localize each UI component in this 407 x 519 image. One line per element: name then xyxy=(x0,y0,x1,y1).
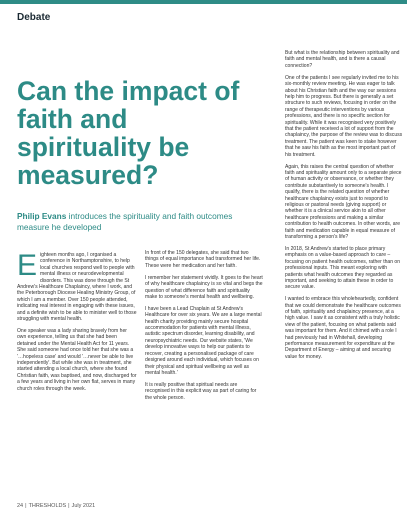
paragraph: I wanted to embrace this wholeheartedly, confident that we could demonstrate the healthcare outcomes of faith, spirituality and chaplaincy presence, at a high value. I saw it as consistent with a truly holistic view of the patient, focusing on what patients said was important for them. And it chimed with a role I had previously had in Whitehall, developing performance measurement for expenditure at the Department of Energy – aiming at and securing value for money. xyxy=(285,296,401,360)
paragraph: I remember her statement vividly. It goes to the heart of why healthcare chaplaincy is so vital and begs the question of what difference faith and spirituality make to someone's mental health and wellbeing. xyxy=(145,274,263,300)
top-accent-bar xyxy=(0,0,407,4)
article-title: Can the impact of faith and spirituality be measured? xyxy=(17,76,240,190)
paragraph: In front of the 150 delegates, she said that two things of equal importance had transformed her life. These were her medication and her faith. xyxy=(145,250,261,269)
paragraph: But what is the relationship between spirituality and faith and mental health, and is there a causal connection? xyxy=(285,50,400,69)
page-number: 24 xyxy=(17,503,24,509)
drop-cap: E xyxy=(17,249,38,282)
paragraph: One speaker was a lady sharing bravely from her own experience, telling us that she had been detained under the Mental Health Act for 11 years. She said someone had once told her that she was a '…hopeless case' and would '…never be able to live independently'. But while she was in treatment, she started attending a local church, where she found Christian faith, was baptised, and now, discharged for a few years and living in her own flat, serves in many church roles through the week. xyxy=(17,327,137,392)
paragraph: In 2018, St Andrew's started to place primary emphasis on a value-based approach to care – focusing on patient health outcomes, rather than on professional inputs. This meant exploring with patients what health outcomes they regarded as important, and seeking to attain these in order to secure value. xyxy=(285,245,401,291)
page-footer: 24 | THRESHOLDS | July 2021 xyxy=(17,503,96,509)
body-column-1 xyxy=(17,249,137,398)
paragraph: One of the patients I see regularly invited me to his six-monthly review meeting. He was eager to talk about his Christian faith and the way our sessions help him to progress. But there is generally a set structure to such reviews, focusing in order on the range of therapeutic interventions by various professions, and there is no specific section for spirituality. While it was recognised very positively that the patient received a lot of support from the chaplaincy, the purpose of the review was to discuss treatment. The patient was keen to stake however that he saw his faith as the most important part of his treatment. xyxy=(285,74,403,158)
standfirst-text: introduces the spirituality and faith outcomes measure he developed xyxy=(17,211,233,232)
author-name: Philip Evans xyxy=(17,211,67,221)
paragraph: Eighteen months ago, I organised a conference in Northamptonshire, to help local churches respond well to people with mental illness or neurodevelopmental disorders. This was done through the St Andrew's Healthcare Chaplaincy, where I work, and the Peterborough Diocese Healing Ministry Group, of which I am a member. Over 150 people attended, indicating real interest in engaging with these issues, and a definite wish to be able to minister well to those struggling with mental health. xyxy=(17,249,137,323)
paragraph: Again, this raises the central question of whether faith and spirituality amount only to a separate piece of human activity or observance, or whether they contribute substantively to someone's health. I qualify, there is the related question of whether healthcare chaplaincy exists just to respond to religious or pastoral needs (giving support) or whether it is a clinical service akin to all other healthcare professions and making a similar contribution to health outcomes. In other words, are faith and medication capable in equal measure of transforming a person's life? xyxy=(285,163,402,240)
paragraph: It is really positive that spiritual needs are recognised in this explicit way as part of caring for the whole person. xyxy=(145,381,257,401)
section-label: Debate xyxy=(17,12,51,23)
publication-name: THRESHOLDS xyxy=(28,503,67,509)
standfirst xyxy=(17,211,249,233)
body-column-2 xyxy=(145,250,263,407)
issue-date: July 2021 xyxy=(71,503,96,509)
body-column-3 xyxy=(285,50,403,366)
paragraph: I have been a Lead Chaplain at St Andrew's Healthcare for over six years. We are a large mental health charity providing mainly secure hospital accommodation for patients with mental illness, autistic spectrum disorder, learning disability, and neuropsychiatric needs. Our website states, 'We develop innovative ways to help our patients to recover, creating a personalised package of care designed around each individual, which focuses on their physical and spiritual wellbeing as well as mental health.' xyxy=(145,305,262,376)
